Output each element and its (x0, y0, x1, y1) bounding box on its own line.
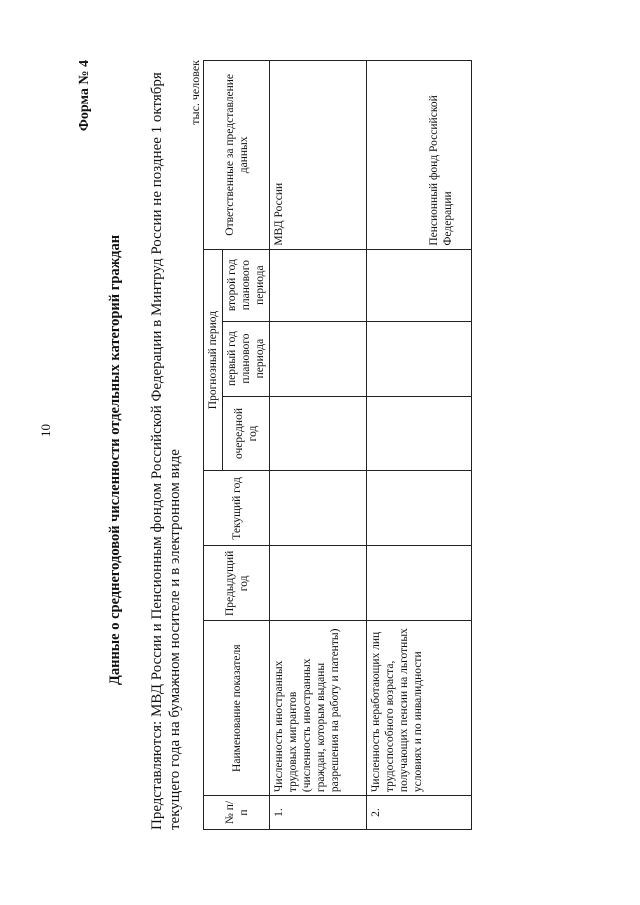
row-prev-year (270, 546, 367, 621)
row-responsible (367, 61, 472, 250)
page-number: 10 (38, 424, 53, 437)
header-responsible: Ответственные за представление данных (204, 61, 270, 250)
row-forecast-next (367, 396, 472, 471)
row-responsible-text: Пенсионный фонд Российской Федерации (428, 95, 454, 246)
header-forecast-next: очередной год (223, 396, 270, 471)
row-current-year (367, 471, 472, 546)
header-name: Наименование показателя (204, 621, 270, 796)
header-prev-year: Предыдущий год (204, 546, 270, 621)
header-forecast-first: первый год планового периода (223, 321, 270, 396)
row-forecast-first (367, 321, 472, 396)
row-forecast-first (270, 321, 367, 396)
table-row (270, 61, 367, 830)
units-label: тыс. человек (188, 60, 202, 125)
data-table (203, 60, 472, 830)
header-current-year: Текущий год (204, 471, 270, 546)
form-number: Форма № 4 (77, 60, 92, 132)
row-forecast-second (270, 249, 367, 321)
row-current-year (270, 471, 367, 546)
intro-paragraph: Представляются: МВД России и Пенсионным фондом Российской Федерации в Минтруд России не позднее 1 октября текущего года на бумажном носителе и в электронном виде (149, 72, 183, 830)
row-responsible-text: МВД России (273, 182, 285, 246)
row-num: 1. (270, 796, 367, 830)
row-responsible (270, 61, 367, 250)
rotated-page-content (0, 60, 600, 860)
row-name: Численность иностранных трудовых мигрантов (численность иностранных граждан, которым выданы разрешения на работу и патенты) (270, 621, 367, 796)
row-prev-year (367, 546, 472, 621)
document-title: Данные о среднегодовой численности отдельных категорий граждан (107, 234, 123, 686)
header-num: № п/п (204, 796, 270, 830)
header-forecast-period: Прогнозный период (204, 249, 223, 471)
row-forecast-next (270, 396, 367, 471)
table-header-row (204, 61, 223, 830)
row-num: 2. (367, 796, 472, 830)
header-forecast-second: второй год планового периода (223, 249, 270, 321)
table-row (367, 61, 472, 830)
row-name: Численность неработающих лиц трудоспособного возраста, получающих пенсии на льготных условиях и по инвалидности (367, 621, 472, 796)
row-forecast-second (367, 249, 472, 321)
